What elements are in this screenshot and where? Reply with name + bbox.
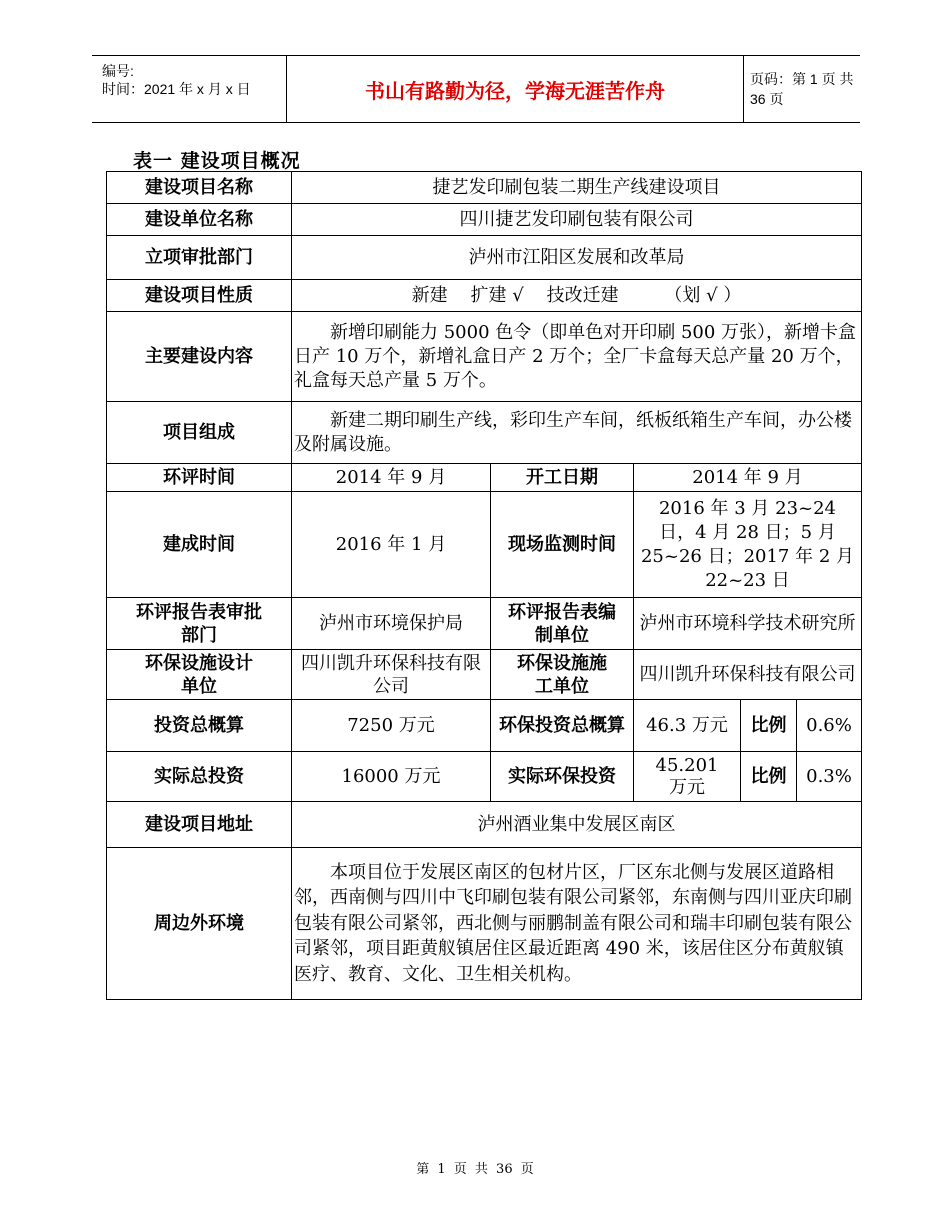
row-value: 2016 年 3 月 23~24 日，4 月 28 日；5 月 25~26 日；2017 年 2 月 22~23 日 xyxy=(634,492,862,598)
code-label: 编号: xyxy=(102,63,134,79)
row-value: 2016 年 1 月 xyxy=(292,492,491,598)
table-row xyxy=(107,312,862,402)
header-page-info: 页码：第 1 页 共 36 页 xyxy=(750,71,854,107)
row-value: 0.3% xyxy=(797,752,862,802)
row-value: 捷艺发印刷包装二期生产线建设项目 xyxy=(292,172,862,204)
row-label: 环保设施施工单位 xyxy=(491,650,634,700)
row-value: 四川凯升环保科技有限公司 xyxy=(634,650,862,700)
table-row xyxy=(107,464,862,492)
row-label: 环评报告表审批部门 xyxy=(107,598,292,650)
table-row xyxy=(107,172,862,204)
row-label: 环评报告表编制单位 xyxy=(491,598,634,650)
row-label: 比例 xyxy=(741,752,797,802)
row-value: 2014 年 9 月 xyxy=(634,464,862,492)
row-label: 建设单位名称 xyxy=(107,204,292,236)
row-label: 项目组成 xyxy=(107,402,292,464)
row-label: 现场监测时间 xyxy=(491,492,634,598)
row-label: 实际环保投资 xyxy=(491,752,634,802)
row-value: 四川凯升环保科技有限公司 xyxy=(292,650,491,700)
row-value: 泸州市江阳区发展和改革局 xyxy=(292,236,862,280)
row-label: 立项审批部门 xyxy=(107,236,292,280)
table-row xyxy=(107,802,862,848)
header-meta xyxy=(92,56,286,122)
row-label: 环保设施设计单位 xyxy=(107,650,292,700)
row-value: 45.201 万元 xyxy=(634,752,741,802)
row-value: 四川捷艺发印刷包装有限公司 xyxy=(292,204,862,236)
row-value: 泸州市环境保护局 xyxy=(292,598,491,650)
page-footer: 第 1 页 共 36 页 xyxy=(416,1162,534,1177)
row-value: 2014 年 9 月 xyxy=(292,464,491,492)
row-label: 环保投资总概算 xyxy=(491,700,634,752)
row-label: 实际总投资 xyxy=(107,752,292,802)
time-label: 时间：2021 年 x 月 x 日 xyxy=(102,81,251,97)
row-label: 建设项目名称 xyxy=(107,172,292,204)
row-value: 新建二期印刷生产线，彩印生产车间，纸板纸箱生产车间，办公楼及附属设施。 xyxy=(292,402,862,464)
table-row xyxy=(107,650,862,700)
row-label: 周边外环境 xyxy=(107,848,292,1000)
table-row xyxy=(107,848,862,1000)
row-label: 主要建设内容 xyxy=(107,312,292,402)
row-value: 16000 万元 xyxy=(292,752,491,802)
table-row xyxy=(107,752,862,802)
row-value: 泸州酒业集中发展区南区 xyxy=(292,802,862,848)
table-row xyxy=(107,492,862,598)
row-label: 环评时间 xyxy=(107,464,292,492)
page-header xyxy=(92,55,860,123)
row-value: 新建 扩建 √ 技改迁建 （划 √ ） xyxy=(292,280,862,312)
row-label: 建成时间 xyxy=(107,492,292,598)
table-row xyxy=(107,280,862,312)
header-motto: 书山有路勤为径，学海无涯苦作舟 xyxy=(286,56,744,122)
table-row xyxy=(107,598,862,650)
row-value: 46.3 万元 xyxy=(634,700,741,752)
row-value: 泸州市环境科学技术研究所 xyxy=(634,598,862,650)
row-label: 建设项目性质 xyxy=(107,280,292,312)
row-label: 投资总概算 xyxy=(107,700,292,752)
table-title: 表一 建设项目概况 xyxy=(133,150,301,172)
row-label: 开工日期 xyxy=(491,464,634,492)
row-value: 0.6% xyxy=(797,700,862,752)
row-value: 本项目位于发展区南区的包材片区，厂区东北侧与发展区道路相邻，西南侧与四川中飞印刷包装有限公司紧邻，东南侧与四川亚庆印刷包装有限公司紧邻，西北侧与丽鹏制盖有限公司和瑞丰印刷包装有限公司紧邻，项目距黄舣镇居住区最近距离 490 米，该居住区分布黄舣镇医疗、教育、文化、卫生相关机构。 xyxy=(292,848,862,1000)
project-overview-table xyxy=(106,171,862,1000)
row-label: 建设项目地址 xyxy=(107,802,292,848)
table-row xyxy=(107,700,862,752)
row-value: 新增印刷能力 5000 色令（即单色对开印刷 500 万张），新增卡盒日产 10 万个，新增礼盒日产 2 万个；全厂卡盒每天总产量 20 万个，礼盒每天总产量 5 万个。 xyxy=(292,312,862,402)
row-value: 7250 万元 xyxy=(292,700,491,752)
table-row xyxy=(107,402,862,464)
row-label: 比例 xyxy=(741,700,797,752)
table-row xyxy=(107,236,862,280)
table-row xyxy=(107,204,862,236)
